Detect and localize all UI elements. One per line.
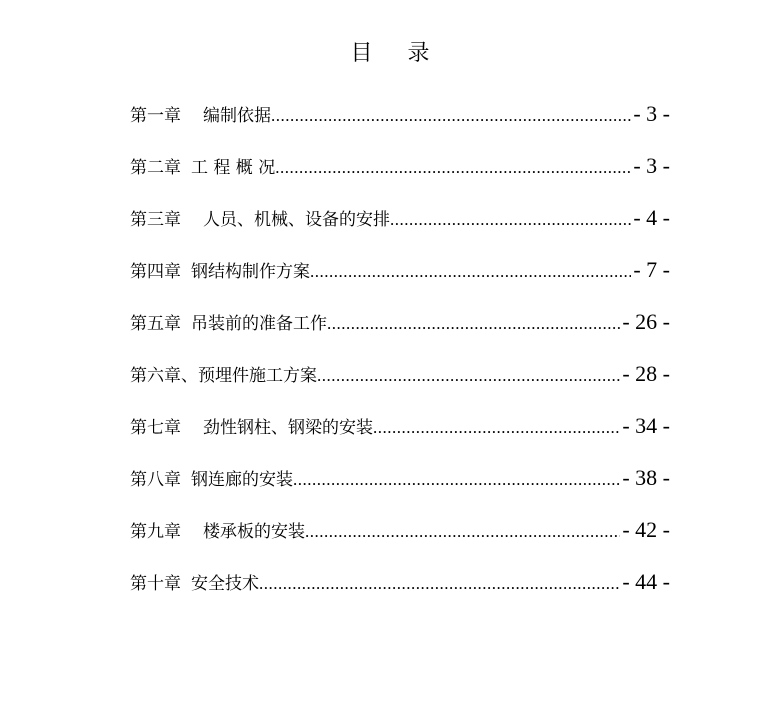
toc-dot-leader bbox=[327, 298, 620, 348]
toc-page-number: - 44 - bbox=[622, 569, 670, 594]
toc-entry[interactable] bbox=[130, 556, 670, 608]
toc-chapter-label: 第二章 bbox=[130, 158, 181, 178]
toc-dot-leader bbox=[373, 402, 620, 452]
toc-heading: 劲性钢柱、钢梁的安装 bbox=[203, 418, 373, 438]
toc-page-number: - 3 - bbox=[633, 153, 670, 178]
toc-chapter-label: 第五章 bbox=[130, 314, 181, 334]
toc-page-number: - 34 - bbox=[622, 413, 670, 438]
toc-chapter-label: 第七章 bbox=[130, 418, 181, 438]
toc-heading: 楼承板的安装 bbox=[203, 522, 305, 542]
toc-heading: 工 程 概 况 bbox=[191, 158, 276, 178]
toc-page-number: - 42 - bbox=[622, 517, 670, 542]
toc-dot-leader bbox=[310, 246, 631, 296]
toc-entry[interactable] bbox=[130, 452, 670, 504]
toc-entry[interactable] bbox=[130, 192, 670, 244]
toc-chapter-label: 第十章 bbox=[130, 574, 181, 594]
toc-page-number: - 4 - bbox=[633, 205, 670, 230]
toc-entry[interactable] bbox=[130, 296, 670, 348]
toc-heading: 吊装前的准备工作 bbox=[191, 314, 327, 334]
toc-dot-leader bbox=[271, 90, 631, 140]
toc-title: 目 录 bbox=[350, 41, 444, 66]
toc-page-number: - 38 - bbox=[622, 465, 670, 490]
toc-list bbox=[130, 88, 670, 608]
toc-page-number: - 7 - bbox=[633, 257, 670, 282]
toc-dot-leader bbox=[293, 454, 620, 504]
toc-heading: 钢结构制作方案 bbox=[191, 262, 310, 282]
toc-heading: 预埋件施工方案 bbox=[198, 366, 317, 386]
toc-dot-leader bbox=[259, 558, 620, 608]
toc-entry[interactable] bbox=[130, 348, 670, 400]
toc-heading: 安全技术 bbox=[191, 574, 259, 594]
toc-chapter-label: 第一章 bbox=[130, 106, 181, 126]
toc-chapter-label: 第三章 bbox=[130, 210, 181, 230]
toc-page-number: - 3 - bbox=[633, 101, 670, 126]
toc-dot-leader bbox=[390, 194, 631, 244]
toc-dot-leader bbox=[317, 350, 620, 400]
toc-chapter-label: 第九章 bbox=[130, 522, 181, 542]
toc-chapter-label: 第六章、 bbox=[130, 366, 198, 386]
toc-dot-leader bbox=[275, 142, 631, 192]
toc-entry[interactable] bbox=[130, 140, 670, 192]
toc-entry[interactable] bbox=[130, 400, 670, 452]
toc-entry[interactable] bbox=[130, 244, 670, 296]
toc-heading: 编制依据 bbox=[203, 106, 271, 126]
toc-page-number: - 28 - bbox=[622, 361, 670, 386]
toc-entry[interactable] bbox=[130, 88, 670, 140]
toc-dot-leader bbox=[305, 506, 620, 556]
toc-heading: 钢连廊的安装 bbox=[191, 470, 293, 490]
toc-page-number: - 26 - bbox=[622, 309, 670, 334]
toc-heading: 人员、机械、设备的安排 bbox=[203, 210, 390, 230]
toc-chapter-label: 第八章 bbox=[130, 470, 181, 490]
toc-entry[interactable] bbox=[130, 504, 670, 556]
toc-chapter-label: 第四章 bbox=[130, 262, 181, 282]
